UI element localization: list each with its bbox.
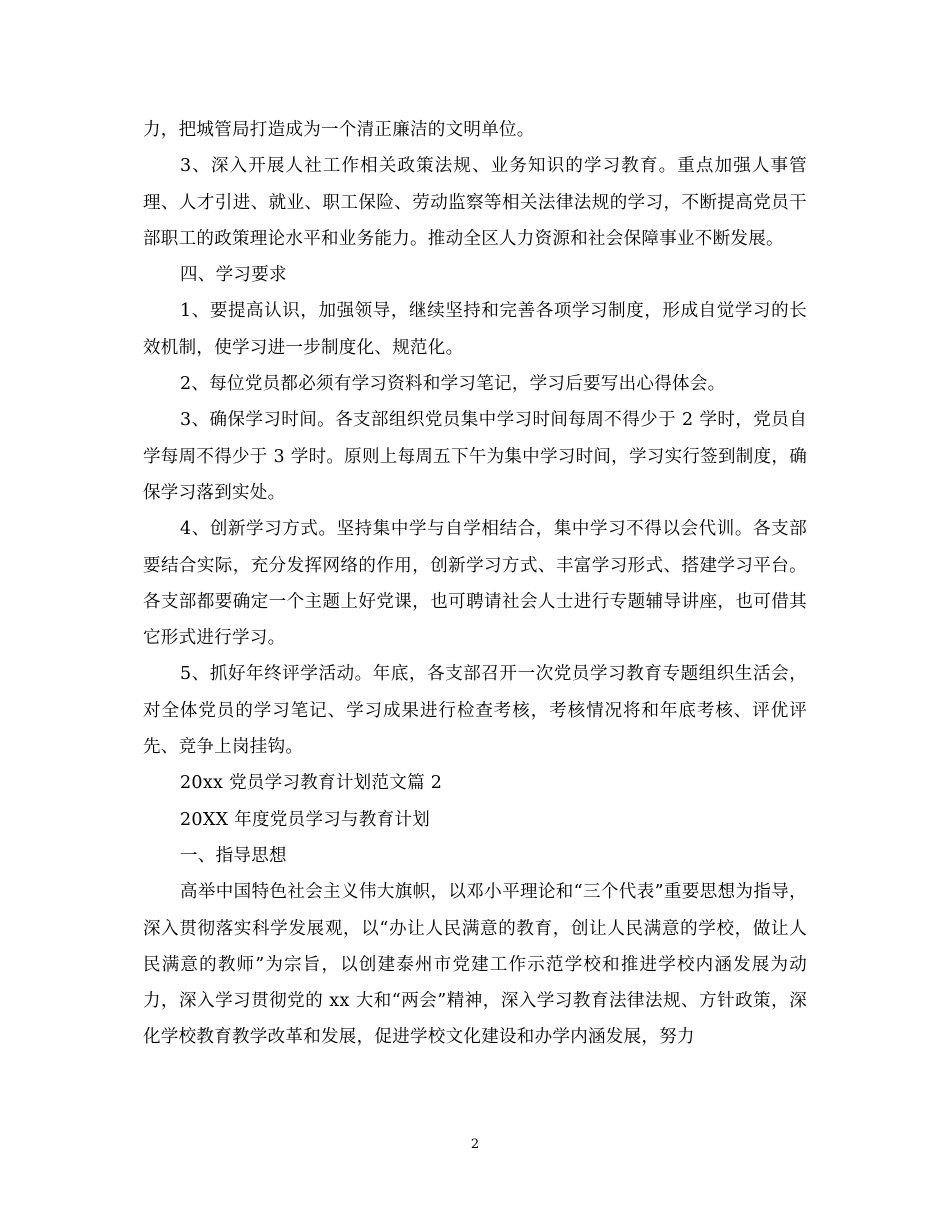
article-title: 20xx 党员学习教育计划范文篇 2: [180, 773, 443, 794]
paragraph: 力，把城管局打造成为一个清正廉洁的文明单位。: [143, 120, 535, 140]
paragraph: 3、确保学习时间。各支部组织党员集中学习时间每周不得少于 2 学时，党员自学每周不得少于 3 学时。原则上每周五下午为集中学习时间，学习实行签到制度，确保学习落到实处。: [143, 410, 807, 503]
paragraph: 高举中国特色社会主义伟大旗帜，以邓小平理论和“三个代表”重要思想为指导，深入贯彻落实科学发展观，以“办让人民满意的教育，创让人民满意的学校，做让人民满意的教师”为宗旨，以创建泰州市党建工作示范学校和推进学校内涵发展为动力，深入学习贯彻党的 xx 大和“两会”精神，深入学习教育法律法规、方针政策，深化学校教育教学改革和发展，促进学校文化建设和办学内涵发展，努力: [143, 882, 807, 1048]
paragraph: 5、抓好年终评学活动。年底，各支部召开一次党员学习教育专题组织生活会，对全体党员的学习笔记、学习成果进行检查考核，考核情况将和年底考核、评优评先、竞争上岗挂钩。: [143, 664, 807, 758]
paragraph: 4、创新学习方式。坚持集中学与自学相结合，集中学习不得以会代训。各支部要结合实际，充分发挥网络的作用，创新学习方式、丰富学习形式、搭建学习平台。各支部都要确定一个主题上好党课，也可聘请社会人士进行专题辅导讲座，也可借其它形式进行学习。: [143, 519, 807, 649]
page-number: 2: [470, 1137, 480, 1152]
section-heading: 一、指导思想: [180, 845, 287, 866]
plan-title: 20XX 年度党员学习与教育计划: [180, 809, 431, 830]
paragraph: 2、每位党员都必须有学习资料和学习笔记，学习后要写出心得体会。: [180, 374, 726, 395]
paragraph: 3、深入开展人社工作相关政策法规、业务知识的学习教育。重点加强人事管理、人才引进、就业、职工保险、劳动监察等相关法律法规的学习，不断提高党员干部职工的政策理论水平和业务能力。推动全区人力资源和社会保障事业不断发展。: [143, 156, 807, 249]
document-body: [143, 112, 807, 1056]
section-heading: 四、学习要求: [180, 265, 287, 286]
paragraph: 1、要提高认识，加强领导，继续坚持和完善各项学习制度，形成自觉学习的长效机制，使学习进一步制度化、规范化。: [143, 301, 807, 358]
